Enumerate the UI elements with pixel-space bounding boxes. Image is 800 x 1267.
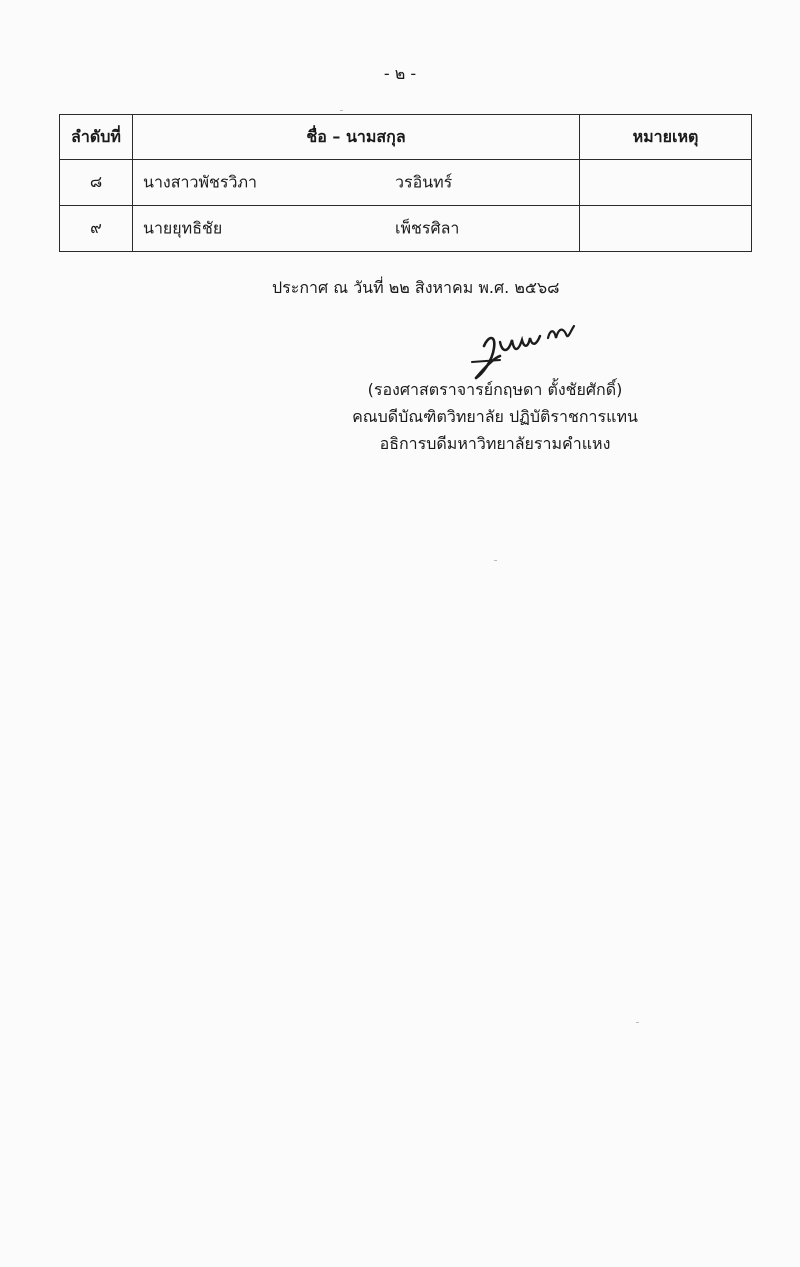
signature-image bbox=[470, 318, 585, 383]
table-row bbox=[60, 160, 752, 206]
signatory-title-line2: อธิการบดีมหาวิทยาลัยรามคำแหง bbox=[379, 434, 611, 453]
scan-speck bbox=[494, 560, 497, 561]
table-header-row bbox=[60, 115, 752, 160]
header-remarks: หมายเหตุ bbox=[580, 115, 752, 160]
table-row bbox=[60, 206, 752, 252]
scan-speck bbox=[636, 1022, 639, 1023]
row-name bbox=[133, 160, 580, 206]
header-name: ชื่อ – นามสกุล bbox=[133, 115, 580, 160]
first-name: นายยุทธิชัย bbox=[143, 218, 223, 237]
roster-table bbox=[59, 114, 752, 252]
announcement-date: ประกาศ ณ วันที่ ๒๒ สิงหาคม พ.ศ. ๒๕๖๘ bbox=[272, 278, 560, 297]
row-order: ๙ bbox=[60, 206, 133, 252]
row-remarks bbox=[580, 160, 752, 206]
scan-speck bbox=[340, 110, 343, 111]
first-name: นางสาวพัชรวิภา bbox=[143, 172, 257, 191]
row-remarks bbox=[580, 206, 752, 252]
signatory-name: (รองศาสตราจารย์กฤษดา ตั้งชัยศักดิ์) bbox=[367, 380, 623, 399]
last-name: วรอินทร์ bbox=[395, 172, 453, 191]
row-name bbox=[133, 206, 580, 252]
row-order: ๘ bbox=[60, 160, 133, 206]
page-number: - ๒ - bbox=[383, 64, 417, 83]
signatory-title-line1: คณบดีบัณฑิตวิทยาลัย ปฏิบัติราชการแทน bbox=[352, 407, 638, 426]
last-name: เพ็ชรศิลา bbox=[395, 218, 460, 237]
header-order: ลำดับที่ bbox=[60, 115, 133, 160]
